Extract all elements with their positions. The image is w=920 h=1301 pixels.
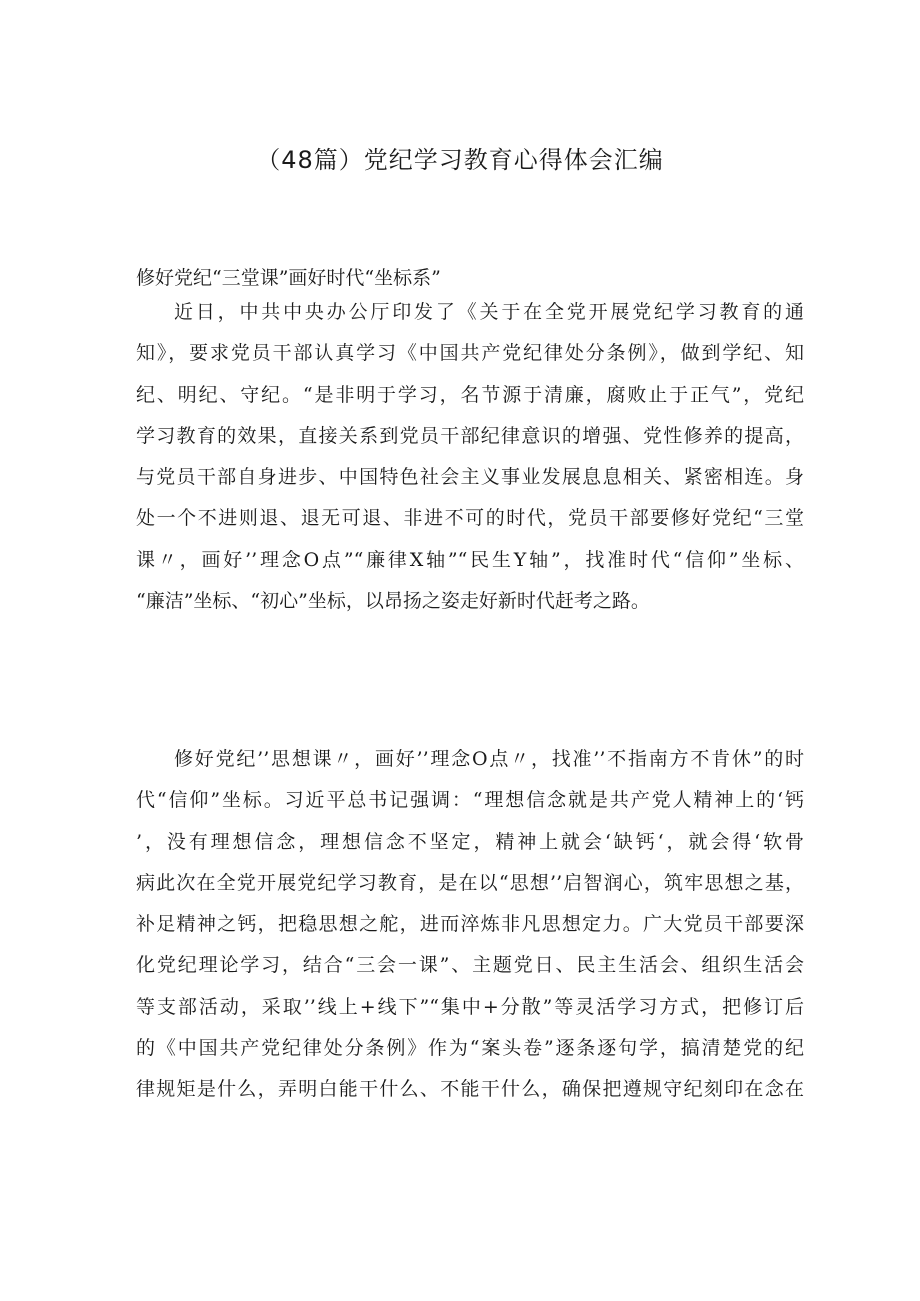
document-title: （48篇）党纪学习教育心得体会汇编 bbox=[256, 146, 664, 174]
paragraph-line: 化党纪理论学习，结合“三会一课”、主题党日、民主生活会、组织生活会 bbox=[136, 954, 804, 977]
paragraph-line: 处一个不进则退、退无可退、非进不可的时代，党员干部要修好党纪“三堂 bbox=[136, 507, 804, 530]
paragraph-line: 代“信仰”坐标。习近平总书记强调：“理想信念就是共产党人精神上的‘钙 bbox=[136, 789, 804, 812]
paragraph-line: 学习教育的效果，直接关系到党员干部纪律意识的增强、党性修养的提高， bbox=[136, 424, 804, 447]
paragraph-2 bbox=[136, 739, 804, 1111]
paragraph-line: 近日，中共中央办公厅印发了《关于在全党开展党纪学习教育的通 bbox=[174, 301, 804, 323]
paragraph-1 bbox=[136, 292, 804, 622]
paragraph-line: 课〃，画好’’理念O点”“廉律X轴”“民生Y轴”，找准时代“信仰”坐标、 bbox=[136, 548, 804, 571]
paragraph-line: 修好党纪’’思想课〃，画好’’理念O点〃，找准’’不指南方不肯休”的时 bbox=[174, 748, 804, 770]
paragraph-line: 纪、明纪、守纪。“是非明于学习，名节源于清廉，腐败止于正气”，党纪 bbox=[136, 383, 804, 406]
paragraph-line: 律规矩是什么，弄明白能干什么、不能干什么，确保把遵规守纪刻印在念在 bbox=[136, 1078, 804, 1101]
paragraph-line: 等支部活动，采取’’线上+线下”“集中+分散”等灵活学习方式，把修订后 bbox=[136, 995, 804, 1018]
paragraph-line: 的《中国共产党纪律处分条例》作为“案头卷”逐条逐句学，搞清楚党的纪 bbox=[136, 1037, 804, 1060]
paragraph-line: 知》，要求党员干部认真学习《中国共产党纪律处分条例》，做到学纪、知 bbox=[136, 342, 804, 365]
paragraph-line: 与党员干部自身进步、中国特色社会主义事业发展息息相关、紧密相连。身 bbox=[136, 466, 804, 489]
article-heading: 修好党纪“三堂课”画好时代“坐标系” bbox=[136, 267, 441, 289]
paragraph-line: 补足精神之钙，把稳思想之舵，进而淬炼非凡思想定力。广大党员干部要深 bbox=[136, 913, 804, 936]
paragraph-line: ’，没有理想信念，理想信念不坚定，精神上就会‘缺钙‘，就会得‘软骨 bbox=[136, 830, 804, 853]
paragraph-line: “廉洁”坐标、“初心”坐标，以昂扬之姿走好新时代赶考之路。 bbox=[136, 590, 650, 613]
paragraph-line: 病此次在全党开展党纪学习教育，是在以“思想’’启智润心，筑牢思想之基， bbox=[136, 871, 804, 894]
